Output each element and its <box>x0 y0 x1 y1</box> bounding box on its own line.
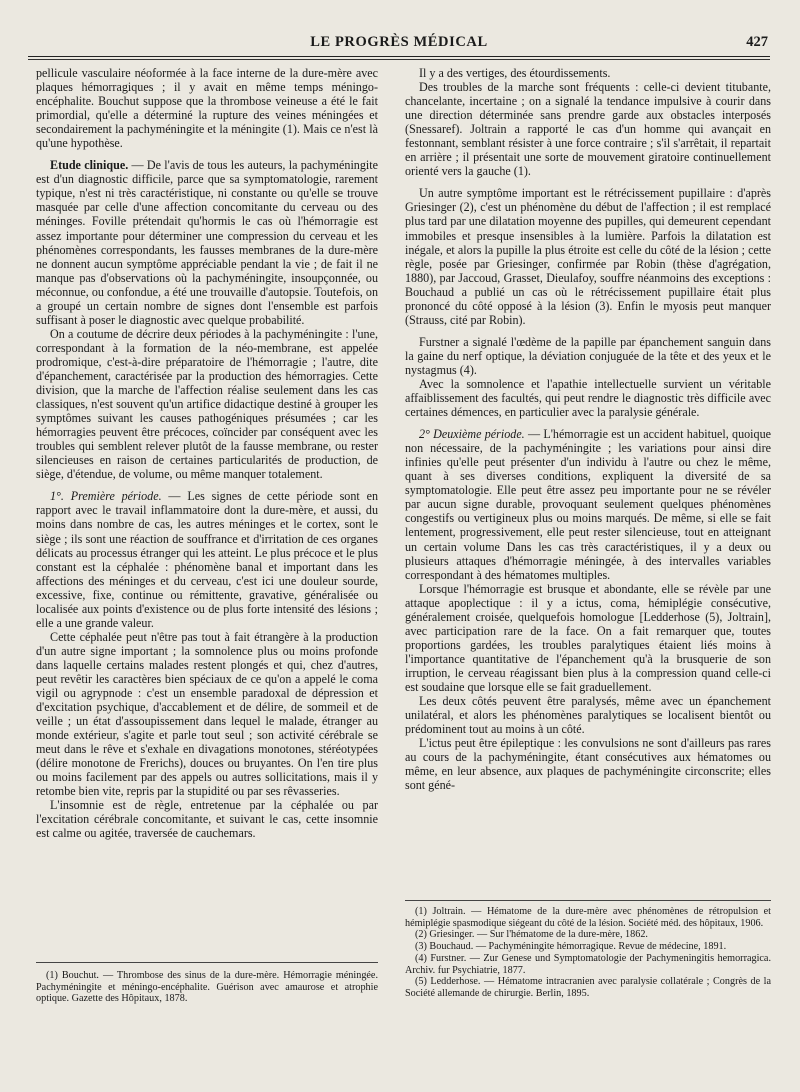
footnote: (1) Joltrain. — Hématome de la dure-mère avec phénomènes de rétropulsion et hémiplégie spasmodique siégeant du côté de la lésion. Société méd. des hôpitaux, 1906. <box>405 906 771 929</box>
paragraph-text: — Les signes de cette période sont en rapport avec le travail inflammatoire dont la dure-mère, et aussi, du moins dans nombre de cas, les autres méninges et le cortex, sont le siège ; ils sont une réaction de souffrance et d'irritation de ces organes délicats au processus étranger qui les atteint. Le plus précoce et le plus constant est la céphalée : phénomène banal et important dans les affections des méninges et du cerveau, c'est ici une douleur sourde, excessive, fixe, continue ou rémittente, gravative, généralisée ou localisée aux points d'existence ou de plus forte intensité des lésions ; elle a une grande valeur. <box>36 489 378 630</box>
paragraph: Lorsque l'hémorragie est brusque et abondante, elle se révèle par une attaque apoplectique : il y a ictus, coma, hémiplégie consécutive, généralement croisée, quelquefois homologue [Ledderhose (5), Joltrain], avec participation rare de la face. On a fait remarquer que, toutes proportions gardées, les troubles paralytiques étaient liés moins à l'importance quantitative de l'épanchement qu'à la brusquerie de son irruption, le cerveau réagissant bien plus à la compression quand celle-ci est soudaine que lorsque elle se fait graduellement. <box>405 581 771 694</box>
left-column <box>36 66 378 954</box>
paragraph: Cette céphalée peut n'être pas tout à fait étrangère à la production d'un autre signe important ; la somnolence plus ou moins profonde dans laquelle certains malades restent plongés et qui, chez d'autres, peut revêtir les caractères bien spéciaux de ce qu'on a appelé le coma vigil ou agrypnode : c'est un ensemble paradoxal de dépression et d'excitation psychique, d'accablement et de délire, de sommeil et de veille ; un état d'assoupissement dans lequel le malade, étranger au monde extérieur, s'agite et parle tout seul ; son activité cérébrale se meut dans le rêve et s'exhale en divagations monotones, stéréotypées (délire monotone de Frerichs), douces ou bruyantes. On l'en tire plus ou moins facilement par des appels ou autres sollicitations, mais il y retombe bien vite, repris par la stupidité ou par ses rêvasseries. <box>36 629 378 799</box>
paragraph: L'ictus peut être épileptique : les convulsions ne sont d'ailleurs pas rares au cours de la pachyméningite, étant consécutives aux hématomes ou même, en leur absence, aux plaques de pachyméningite circonscrite; elles sont géné- <box>405 736 771 793</box>
page-number: 427 <box>746 34 768 50</box>
footnote: (3) Bouchaud. — Pachyméningite hémorragique. Revue de médecine, 1891. <box>415 941 727 953</box>
footnote-rule <box>36 962 378 963</box>
paragraph <box>36 489 378 629</box>
paragraph: Des troubles de la marche sont fréquents : celle-ci devient titubante, chancelante, incertaine ; on a signalé la tendance impulsive à courir dans une direction déterminée sans prendre garde aux obstacles interposés (Snessaref). Joltrain a rapporté le cas d'un homme qui avançait en festonnant, semblant résister à une force contraire ; s'il s'arrêtait, il repartait en arrière ; il présentait une sorte de mouvement giratoire continuellement orienté vers la gauche (1). <box>405 80 771 179</box>
footnote: (2) Griesinger. — Sur l'hématome de la dure-mère, 1862. <box>415 929 648 941</box>
header-rule-thin <box>28 59 770 60</box>
header-rule <box>28 56 770 57</box>
paragraph: Il y a des vertiges, des étourdissements. <box>419 66 611 80</box>
paragraph <box>36 158 378 327</box>
paragraph: Furstner a signalé l'œdème de la papille par épanchement sanguin dans la gaine du nerf optique, la déviation conjuguée de la tête et des yeux et le nystagmus (4). <box>405 334 771 377</box>
footnote: (5) Ledderhose. — Hématome intracranien avec paralysie collatérale ; Congrès de la Société allemande de chirurgie. Berlin, 1895. <box>405 976 771 999</box>
subsection-heading: 2° Deuxième période. <box>419 427 525 442</box>
paragraph: L'insomnie est de règle, entretenue par la céphalée ou par l'excitation cérébrale concomitante, et suivant le cas, cette insomnie est calme ou agitée, traversée de cauchemars. <box>36 798 378 841</box>
paragraph: Avec la somnolence et l'apathie intellectuelle survient un véritable affaiblissement des facultés, qui peut rendre le diagnostic très difficile avec certaines démences, en particulier avec la paralysie générale. <box>405 376 771 420</box>
footnote-rule <box>405 900 771 901</box>
running-header <box>30 34 768 52</box>
paragraph-text: — L'hémorragie est un accident habituel, quoique non nécessaire, de la pachyméningite ; les variations pour ainsi dire infinies qu'elle peut présenter d'un individu à l'autre ou chez le même, quant à ses diverses conditions, expliquent la diversité de sa symptomatologie. Elle peut être assez peu importante pour ne se révéler par aucun signe durable, provoquant seulement quelques phénomènes congestifs ou vertigineux plus ou moins marqués. De même, si elle se fait lentement, progressivement, elle peut rester silencieuse, tout en atteignant un certain volume Dans les cas très caractéristiques, il y a deux ou plusieurs attaques d'hémorragie méningée, à des intervalles variables correspondant à des hématomes multiples. <box>405 427 771 582</box>
journal-title: LE PROGRÈS MÉDICAL <box>310 34 488 50</box>
paragraph-text: — De l'avis de tous les auteurs, la pachyméningite est d'un diagnostic difficile, parce que sa symptomatologie, rarement typique, n'est ni très caractéristique, ni constante ou qu'elle se trouve masquée par celle d'une affection concomitante du cerveau ou des méninges. Foville prétendait qu'hormis le cas où l'hémorragie est assez importante pour déterminer une compression du cerveau et les phénomènes correspondants, les fausses membranes de la dure-mère ne donnent aucun symptôme appréciable pendant la vie ; de fait il ne manque pas d'observations où la pachyméningite, insoupçonnée, ou méconnue, ou confondue, a été une trouvaille d'autopsie. Toutefois, on a groupé un certain nombre de signes dont l'ensemble est parfois suffisant à poser le diagnostic avec quelque probabilité. <box>36 158 378 327</box>
section-heading: Etude clinique. <box>50 158 129 173</box>
paragraph: Les deux côtés peuvent être paralysés, même avec un épanchement unilatéral, et alors les phénomènes paralytiques se localisent bientôt ou prédominent tout au moins à un côté. <box>405 694 771 737</box>
left-footnotes <box>36 970 378 1005</box>
paragraph: Un autre symptôme important est le rétrécissement pupillaire : d'après Griesinger (2), c'est un phénomène du début de l'affection ; il est remplacé plus tard par une dilatation moyenne des pupilles, qui demeurent cependant immobiles et presque insensibles à la lumière. Parfois la dilatation est inégale, et alors la pupille la plus étroite est celle du côté de la lésion ; cette règle, posée par Griesinger, confirmée par Robin (thèse d'agrégation, 1880), par Jaccoud, Grasset, Dieulafoy, souffre néanmoins des exceptions : Bouchaud a publié un cas où le rétrécissement pupillaire était plus prononcé du côté opposé à la lésion (3). Enfin le myosis peut manquer (Strauss, cité par Robin). <box>405 186 771 327</box>
paragraph: On a coutume de décrire deux périodes à la pachyméningite : l'une, correspondant à la formation de la néo-membrane, est appelée prodromique, c'est-à-dire préparatoire de l'hémorragie ; l'autre, dite d'épanchement, caractérisée par la production des hémorragies. Cette division, que la marche de l'affection réalise seulement dans les cas classiques, n'est souvent qu'un artifice didactique destiné à grouper les symptômes suivant les causes pathogéniques présumées ; car les hémorragies peuvent être précoces, coïncider par conséquent avec les troubles qui semblent relever plutôt de la fausse membrane, ou rester silencieuses en raison de certaines particularités de production, de siège, d'étendue, de volume, ou même manquer totalement. <box>36 326 378 482</box>
paragraph: pellicule vasculaire néoformée à la face interne de la dure-mère avec plaques hémorragiques ; il y avait en même temps méningo-encéphalite. Bouchut suppose que la thrombose veineuse a été le fait primordial, qu'elle a déterminé la rupture des veines méningées et secondairement la pachyméningite et la méningite (1). Mais ce n'est là qu'une hypothèse. <box>36 66 378 151</box>
subsection-heading: 1°. Première période. <box>50 489 162 504</box>
paragraph <box>405 427 771 582</box>
footnote: (1) Bouchut. — Thrombose des sinus de la dure-mère. Hémorragie méningée. Pachyméningite et méningo-encéphalite. Guérison avec amaurose et atrophie optique. Gazette des Hôpitaux, 1878. <box>36 970 378 1005</box>
right-footnotes <box>405 906 771 1000</box>
right-column <box>405 66 771 890</box>
footnote: (4) Furstner. — Zur Genese und Symptomatologie der Pachymeningitis hemorragica. Archiv. fur Psychiatrie, 1877. <box>405 952 771 976</box>
